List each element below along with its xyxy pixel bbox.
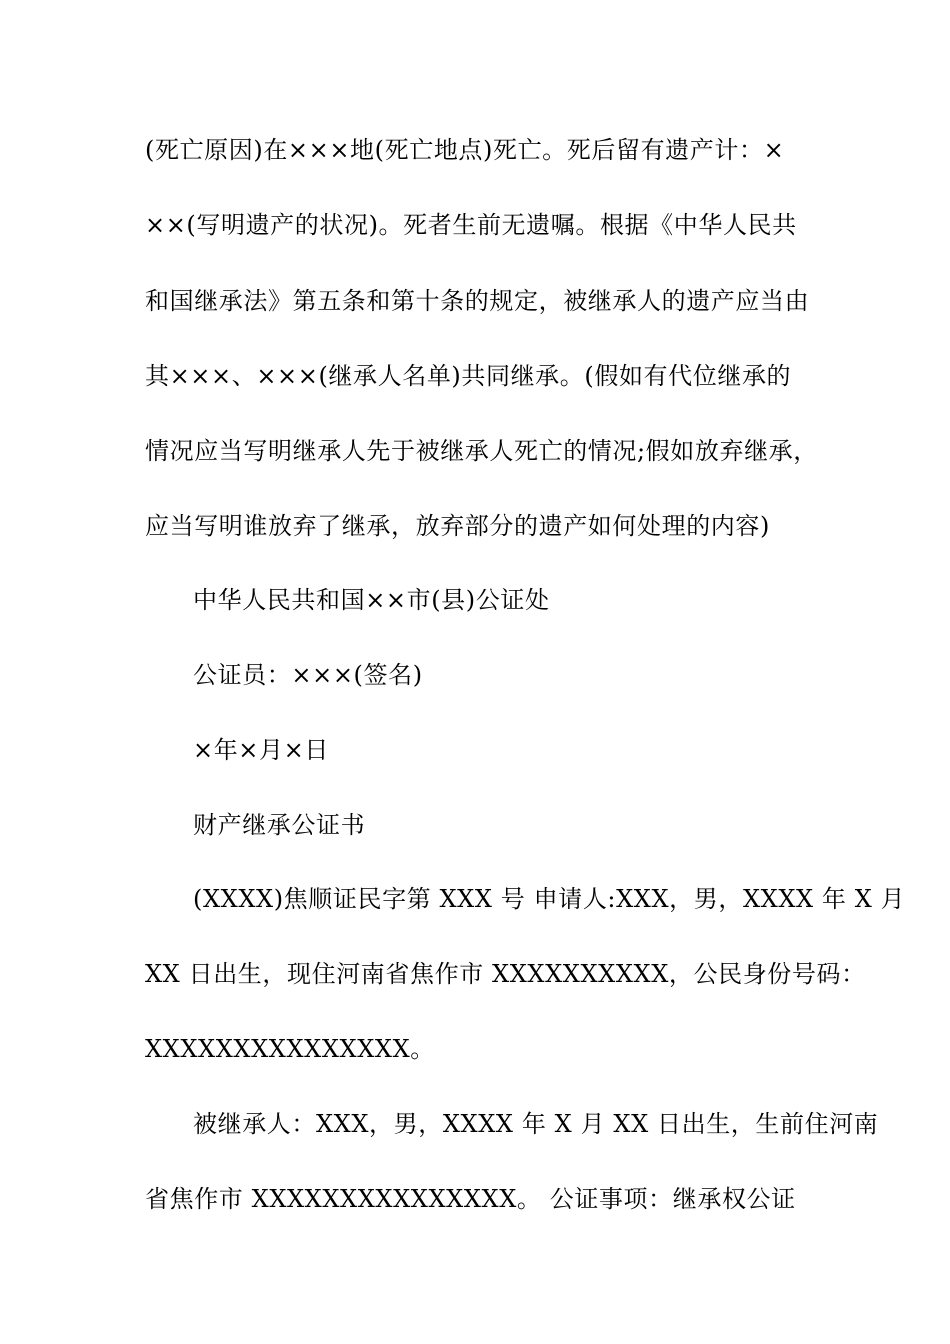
- body-text-line: XXXXXXXXXXXXXXX。: [145, 1035, 435, 1063]
- body-text-line: ××(写明遗产的状况)。死者生前无遗嘱。根据《中华人民共: [145, 211, 797, 239]
- decedent-line: 被继承人：XXX，男，XXXX 年 X 月 XX 日出生，生前住河南: [193, 1110, 879, 1138]
- notary-office-line: 中华人民共和国××市(县)公证处: [193, 586, 550, 614]
- section-title: 财产继承公证书: [193, 811, 366, 839]
- body-text-line: XX 日出生，现住河南省焦作市 XXXXXXXXXX，公民身份号码：: [145, 960, 866, 988]
- applicant-line: (XXXX)焦顺证民字第 XXX 号 申请人:XXX，男，XXXX 年 X 月: [193, 885, 906, 913]
- notary-signature-line: 公证员：×××(签名): [193, 661, 423, 689]
- body-text-line: 和国继承法》第五条和第十条的规定，被继承人的遗产应当由: [145, 287, 810, 315]
- body-text-line: 省焦作市 XXXXXXXXXXXXXXX。 公证事项：继承权公证: [145, 1185, 796, 1213]
- body-text-line: (死亡原因)在×××地(死亡地点)死亡。死后留有遗产计：×: [145, 136, 785, 164]
- date-line: ×年×月×日: [193, 736, 329, 764]
- body-text-line: 其×××、×××(继承人名单)共同继承。(假如有代位继承的: [145, 362, 792, 390]
- body-text-line: 应当写明谁放弃了继承，放弃部分的遗产如何处理的内容): [145, 512, 770, 540]
- body-text-line: 情况应当写明继承人先于被继承人死亡的情况;假如放弃继承，: [145, 437, 818, 465]
